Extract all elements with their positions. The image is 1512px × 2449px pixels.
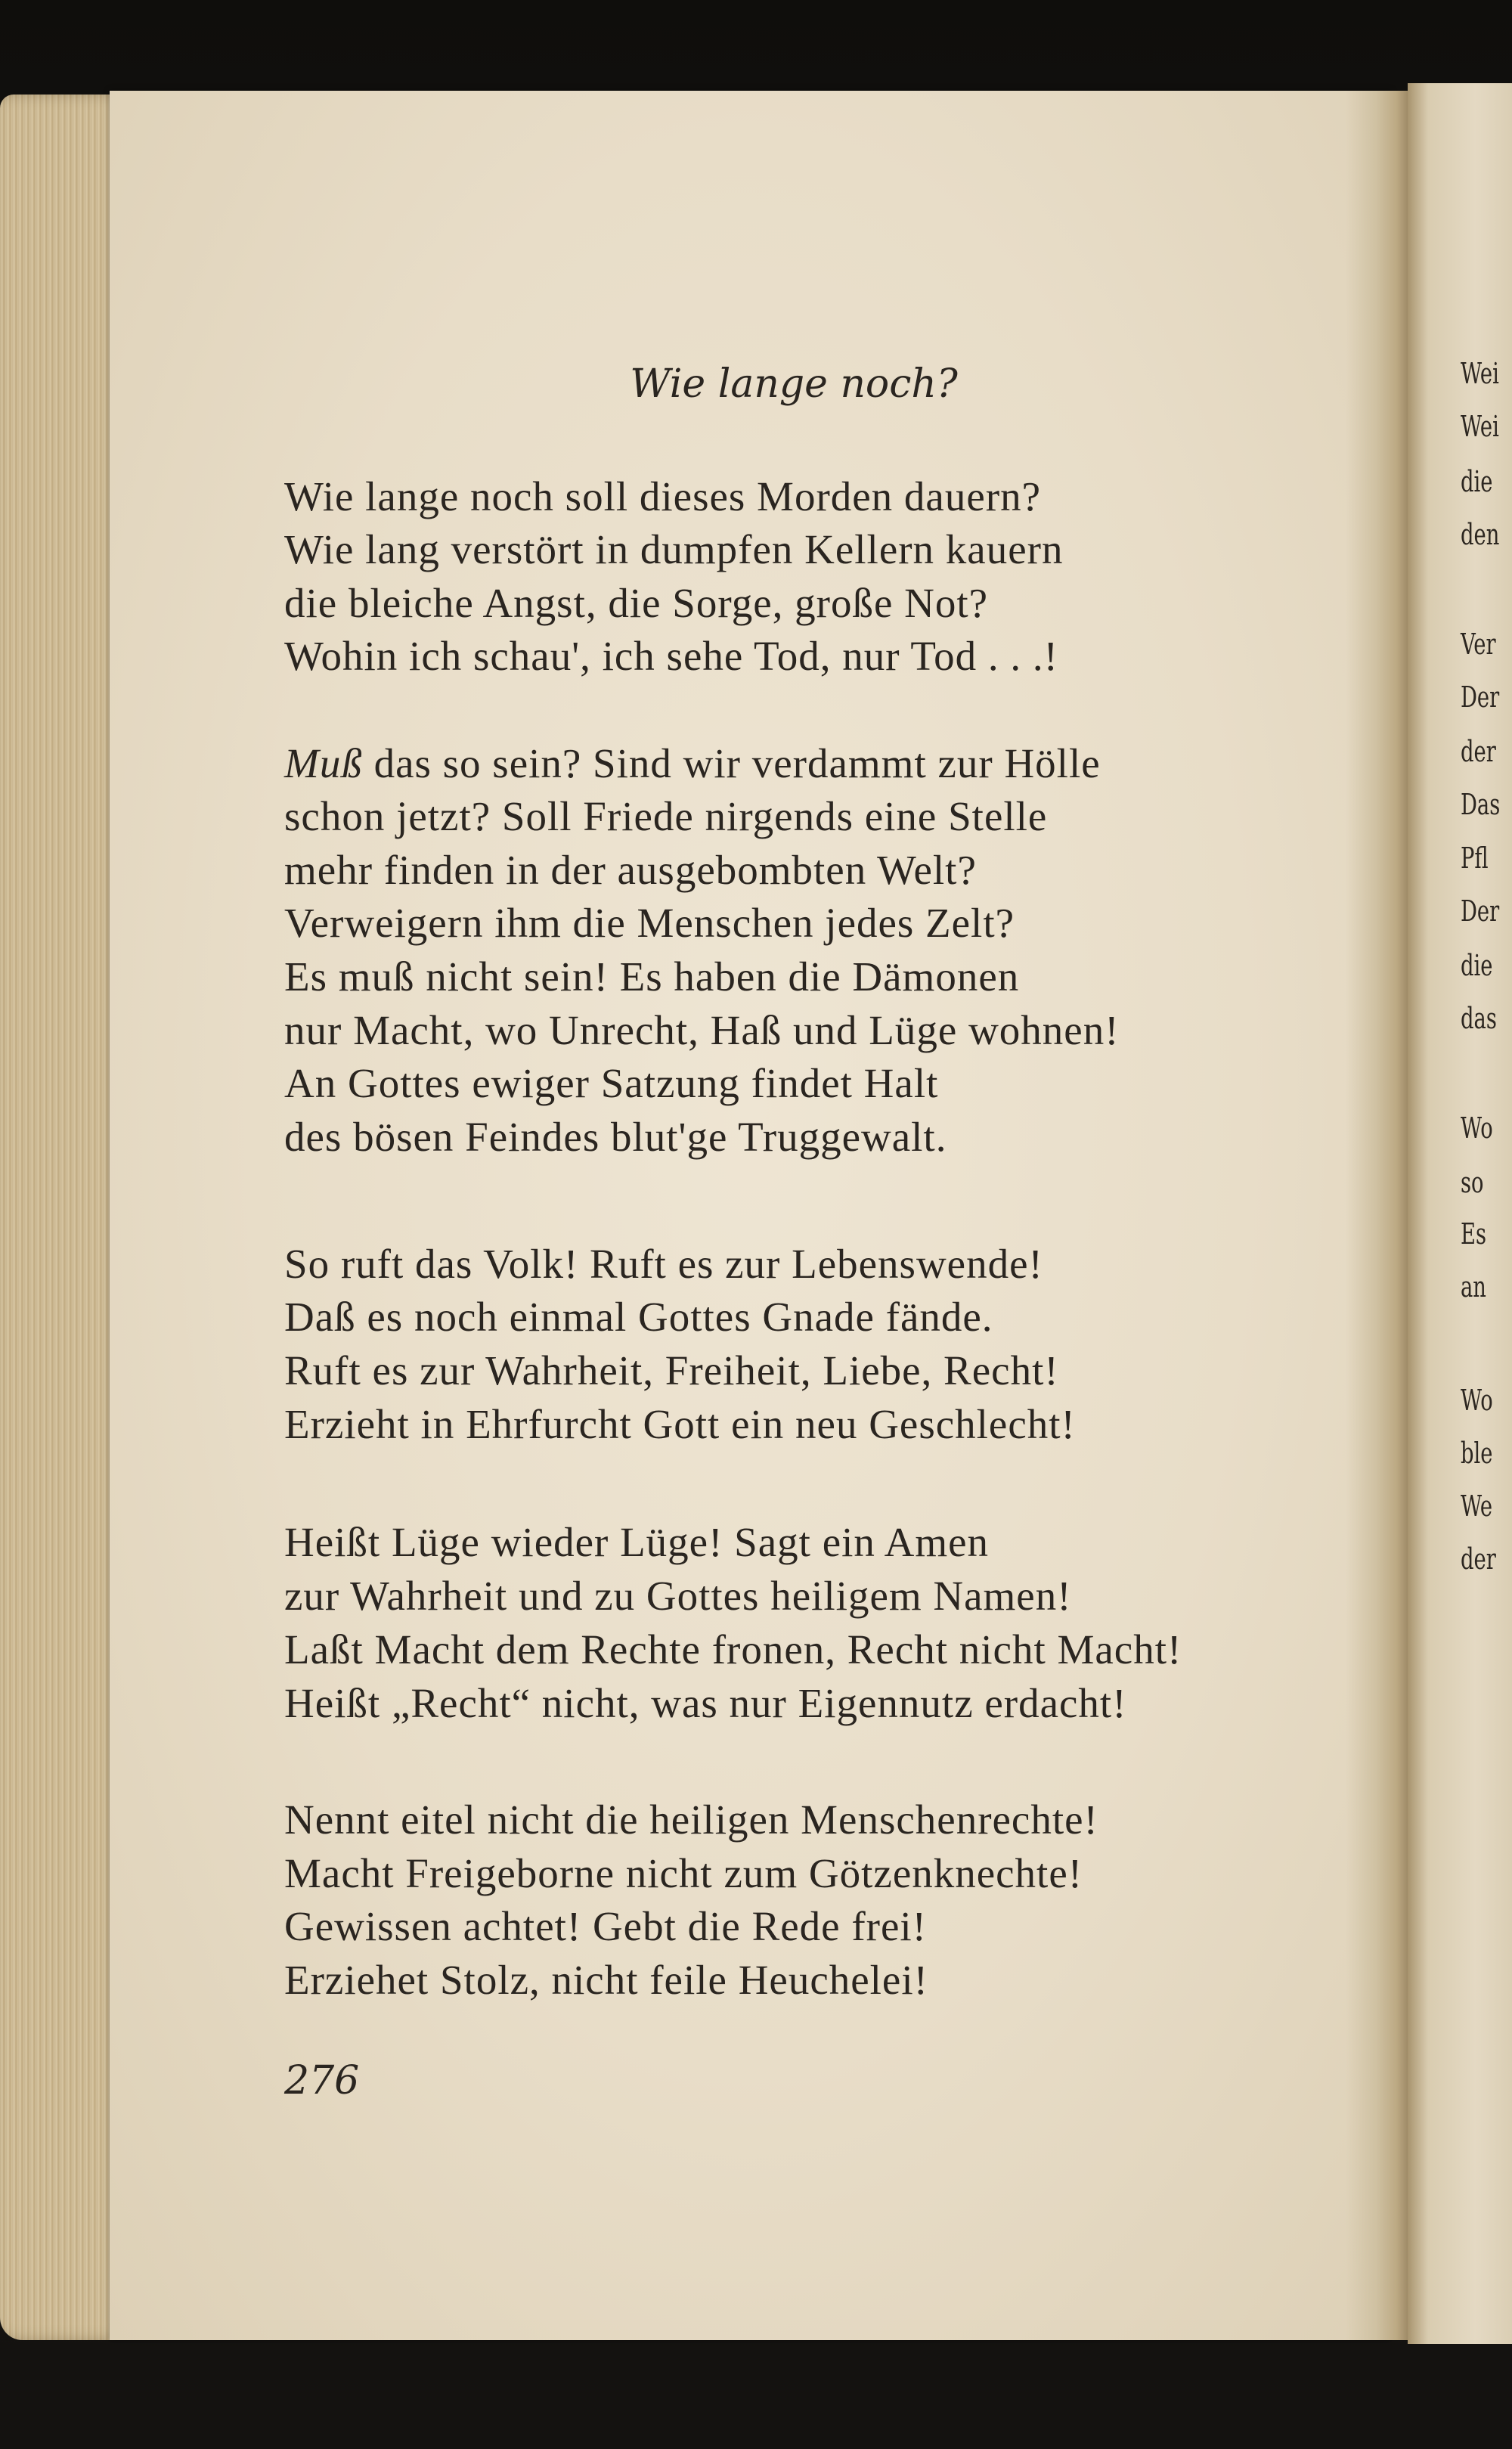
poem-line: nur Macht, wo Unrecht, Haß und Lüge wohnen! [284, 1007, 1120, 1053]
poem-line: Wie lange noch soll dieses Morden dauern? [284, 473, 1041, 519]
book-gutter [1346, 91, 1414, 2340]
poem-line: Verweigern ihm die Menschen jedes Zelt? [284, 900, 1015, 946]
facing-fragment: so [1461, 1166, 1484, 1199]
poem-line: Daß es noch einmal Gottes Gnade fände. [284, 1294, 993, 1340]
poem-line: Erzieht in Ehrfurcht Gott ein neu Geschlecht! [284, 1401, 1076, 1447]
poem-line: Wohin ich schau', ich sehe Tod, nur Tod . . .! [284, 633, 1058, 679]
poem-line: Nennt eitel nicht die heiligen Menschenrechte! [284, 1796, 1098, 1843]
facing-fragment: Das [1461, 788, 1501, 821]
facing-fragment: Der [1461, 680, 1500, 714]
facing-fragment: Wei [1461, 357, 1499, 390]
poem-line: Gewissen achtet! Gebt die Rede frei! [284, 1903, 927, 1949]
facing-fragment: die [1461, 465, 1493, 498]
facing-fragment: die [1461, 949, 1493, 982]
facing-fragment: den [1461, 518, 1500, 551]
poem-line: die bleiche Angst, die Sorge, große Not? [284, 580, 989, 626]
poem-line: Erziehet Stolz, nicht feile Heuchelei! [284, 1957, 928, 2003]
facing-fragment: Wei [1461, 410, 1499, 443]
facing-fragment: an [1461, 1270, 1486, 1304]
poem-line: Heißt „Recht“ nicht, was nur Eigennutz erdacht! [284, 1680, 1127, 1726]
poem-line: Heißt Lüge wieder Lüge! Sagt ein Amen [284, 1519, 990, 1565]
facing-fragment: der [1461, 1542, 1496, 1576]
facing-fragment: Der [1461, 894, 1500, 928]
facing-fragment: Wo [1461, 1111, 1493, 1145]
page-number: 276 [284, 2058, 360, 2103]
poem-line: Wie lang verstört in dumpfen Kellern kauern [284, 526, 1064, 572]
poem-line: Es muß nicht sein! Es haben die Dämonen [284, 953, 1020, 1000]
facing-fragment: der [1461, 735, 1496, 768]
facing-fragment: das [1461, 1002, 1497, 1035]
poem-line: mehr finden in der ausgebombten Welt? [284, 847, 977, 893]
line-rest: das so sein? Sind wir verdammt zur Hölle [362, 740, 1101, 786]
poem-line: Macht Freigeborne nicht zum Götzenknechte! [284, 1850, 1083, 1896]
facing-fragment: We [1461, 1490, 1493, 1523]
poem-title: Wie lange noch? [630, 361, 958, 407]
facing-fragment: Pfl [1461, 842, 1489, 875]
facing-fragment: Ver [1461, 628, 1496, 661]
poem-line: zur Wahrheit und zu Gottes heiligem Namen! [284, 1573, 1072, 1619]
facing-fragment: Es [1461, 1217, 1487, 1251]
emphasized-word: Muß [284, 740, 363, 786]
poem-line: des bösen Feindes blut'ge Truggewalt. [284, 1114, 947, 1160]
poem-line [284, 739, 1101, 787]
poem-line: Ruft es zur Wahrheit, Freiheit, Liebe, Recht! [284, 1347, 1059, 1393]
facing-page [1408, 83, 1512, 2344]
poem-line: schon jetzt? Soll Friede nirgends eine Stelle [284, 793, 1048, 839]
poem-line: An Gottes ewiger Satzung findet Halt [284, 1060, 939, 1106]
facing-fragment: Wo [1461, 1384, 1493, 1417]
poem-line: Laßt Macht dem Rechte fronen, Recht nicht Macht! [284, 1626, 1182, 1672]
facing-fragment: ble [1461, 1437, 1493, 1470]
poem-line: So ruft das Volk! Ruft es zur Lebenswende! [284, 1241, 1043, 1287]
